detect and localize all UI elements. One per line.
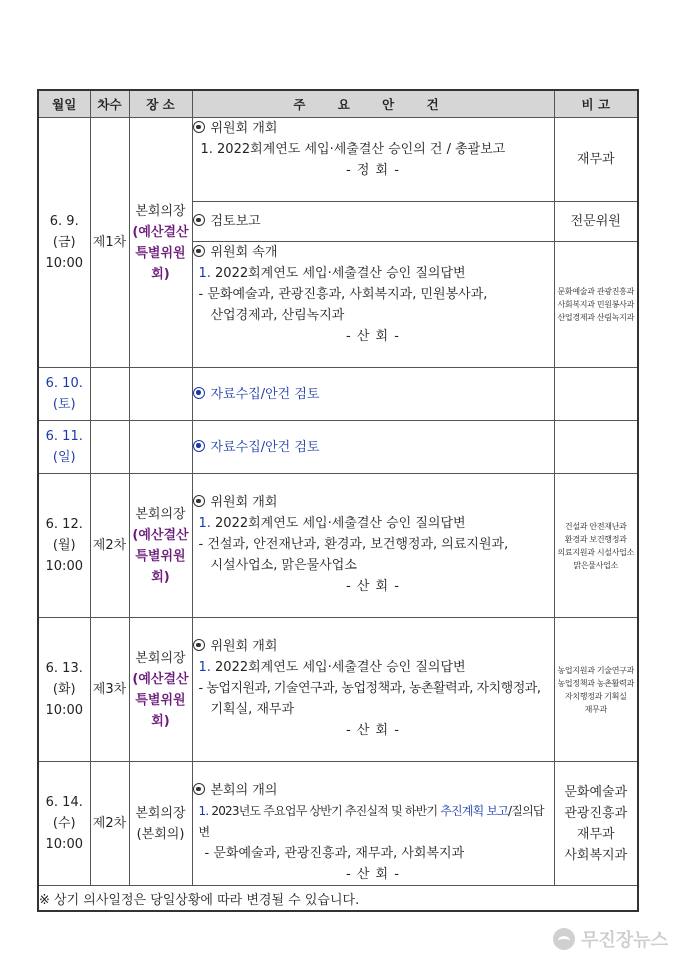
date-cell [38, 118, 90, 368]
place-sub: (예산결산 [132, 527, 189, 543]
agenda-cell [192, 618, 554, 762]
agenda-closing: - 산 회 - [346, 867, 400, 882]
table-row [38, 368, 638, 421]
agenda-item: 1. 2022회계연도 세입·세출결산 승인 질의답변 [198, 660, 466, 675]
place-sub: 특별위원회) [135, 548, 186, 585]
agenda-closing: - 산 회 - [346, 579, 400, 594]
date-text: 6. 12. [45, 517, 83, 532]
table-row [38, 762, 638, 886]
agenda-cell [192, 202, 554, 242]
agenda-heading: 위원회 개회 [193, 636, 554, 657]
place-sub: (예산결산 [132, 671, 189, 687]
place-name: 본회의장 [135, 650, 186, 666]
agenda-heading: 자료수집/안건 검토 [210, 386, 320, 402]
header-place: 장 소 [129, 90, 192, 118]
session-cell [90, 368, 129, 421]
remarks-cell: 문화예술과 관광진흥과 사회복지과 민원봉사과 산업경제과 산림녹지과 [554, 242, 638, 368]
agenda-departments: 기획실, 재무과 [210, 702, 295, 717]
header-session: 차수 [90, 90, 129, 118]
header-date: 월일 [38, 90, 90, 118]
place-cell [129, 474, 192, 618]
agenda-item: 1. 2022회계연도 세입·세출결산 승인 질의답변 [198, 516, 466, 531]
place-sub: (예산결산 [132, 224, 189, 240]
remarks-cell: 문화예술과 관광진흥과 재무과 사회복지과 [554, 762, 638, 886]
place-name: 본회의장 [135, 506, 186, 522]
date-text: 6. 9. [49, 214, 79, 229]
place-cell [129, 118, 192, 368]
header-row [38, 90, 638, 118]
date-cell [38, 474, 90, 618]
radio-bullet-icon [193, 121, 205, 133]
agenda-item: 1. 2022회계연도 세입·세출결산 승인 질의답변 [198, 266, 466, 281]
table-row [38, 118, 638, 202]
session-cell: 제2차 [90, 762, 129, 886]
radio-bullet-icon [193, 245, 205, 257]
agenda-heading: 본회의 개의 [193, 780, 554, 801]
agenda-item: 1. 2022회계연도 세입·세출결산 승인의 건 / 총괄보고 [200, 142, 506, 157]
date-text: 6. 14. [45, 795, 83, 810]
watermark-text: 무진장뉴스 [581, 930, 668, 951]
time-text: 10:00 [45, 837, 83, 852]
date-cell [38, 762, 90, 886]
place-sub: 특별위원회) [135, 245, 186, 282]
place-cell [129, 618, 192, 762]
agenda-closing: - 산 회 - [346, 329, 400, 344]
place-cell [129, 368, 192, 421]
agenda-cell [192, 242, 554, 368]
date-text: 6. 10. [45, 376, 83, 391]
agenda-departments: - 건설과, 안전재난과, 환경과, 보건행정과, 의료지원과, [198, 537, 509, 552]
agenda-heading: 위원회 개회 [193, 492, 554, 513]
agenda-departments: - 문화예술과, 관광진흥과, 사회복지과, 민원봉사과, [198, 287, 488, 302]
place-name: 본회의장 [135, 203, 186, 219]
agenda-item: 1. 2023년도 주요업무 상반기 추진실적 및 하반기 추진계획 보고/질의답변 [198, 804, 544, 839]
agenda-heading: 위원회 속개 [193, 242, 554, 263]
footer-row [38, 886, 638, 912]
place-cell [129, 762, 192, 886]
weekday-text: (일) [52, 450, 76, 465]
radio-bullet-icon [193, 214, 205, 226]
place-sub: 특별위원회) [135, 692, 186, 729]
session-cell [90, 421, 129, 474]
date-text: 6. 11. [45, 429, 83, 444]
table-row [38, 421, 638, 474]
agenda-closing: - 정 회 - [346, 163, 400, 178]
agenda-departments: 산업경제과, 산림녹지과 [210, 308, 345, 323]
agenda-departments: 시설사업소, 맑은물사업소 [210, 558, 357, 573]
time-text: 10:00 [45, 703, 83, 718]
remarks-cell [554, 421, 638, 474]
watermark [553, 926, 668, 952]
remarks-cell [554, 368, 638, 421]
place-sub: (본회의) [136, 826, 185, 842]
weekday-text: (수) [52, 816, 76, 831]
weekday-text: (월) [52, 538, 76, 553]
remarks-cell: 재무과 [554, 118, 638, 202]
session-cell: 제2차 [90, 474, 129, 618]
header-remarks: 비 고 [554, 90, 638, 118]
date-cell [38, 421, 90, 474]
radio-bullet-icon [193, 495, 205, 507]
agenda-heading: 위원회 개회 [193, 118, 554, 139]
table-row [38, 618, 638, 762]
table-row [38, 474, 638, 618]
date-text: 6. 13. [45, 661, 83, 676]
date-cell [38, 618, 90, 762]
time-text: 10:00 [45, 256, 83, 271]
agenda-departments: - 문화예술과, 관광진흥과, 재무과, 사회복지과 [204, 846, 465, 861]
remarks-cell: 전문위원 [554, 202, 638, 242]
agenda-departments: - 농업지원과, 기술연구과, 농업정책과, 농촌활력과, 자치행정과, [198, 681, 541, 696]
session-cell: 제3차 [90, 618, 129, 762]
weekday-text: (화) [52, 682, 76, 697]
weekday-text: (토) [52, 397, 76, 412]
agenda-cell [192, 421, 554, 474]
watermark-logo-icon [553, 928, 575, 950]
schedule-table [37, 89, 639, 912]
remarks-cell: 건설과 안전재난과 환경과 보건행정과 의료지원과 시설사업소 맑은물사업소 [554, 474, 638, 618]
agenda-closing: - 산 회 - [346, 723, 400, 738]
agenda-cell [192, 762, 554, 886]
agenda-cell [192, 118, 554, 202]
agenda-heading: 검토보고 [210, 214, 261, 229]
date-cell [38, 368, 90, 421]
radio-bullet-icon [193, 387, 205, 399]
agenda-cell [192, 474, 554, 618]
remarks-cell: 농업지원과 기술연구과 농업정책과 농촌활력과 자치행정과 기획실 재무과 [554, 618, 638, 762]
session-cell: 제1차 [90, 118, 129, 368]
header-agenda: 주 요 안 건 [192, 90, 554, 118]
place-name: 본회의장 [135, 805, 186, 821]
time-text: 10:00 [45, 559, 83, 574]
place-cell [129, 421, 192, 474]
radio-bullet-icon [193, 440, 205, 452]
agenda-heading: 자료수집/안건 검토 [210, 439, 320, 455]
radio-bullet-icon [193, 783, 205, 795]
agenda-cell [192, 368, 554, 421]
radio-bullet-icon [193, 639, 205, 651]
footer-note: ※ 상기 의사일정은 당일상황에 따라 변경될 수 있습니다. [38, 886, 638, 912]
weekday-text: (금) [52, 235, 76, 250]
